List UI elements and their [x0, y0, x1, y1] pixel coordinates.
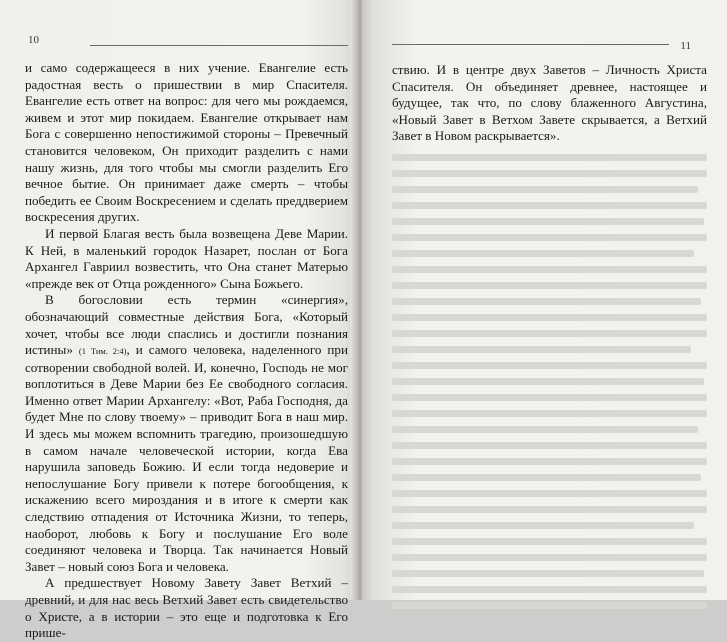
illegible-line [392, 474, 701, 481]
illegible-line [392, 506, 707, 513]
illegible-line [392, 362, 707, 369]
illegible-line [392, 394, 707, 401]
illegible-line [392, 378, 704, 385]
illegible-line [392, 234, 707, 241]
paragraph-old-testament: А предшествует Новому Завету Завет Ветхий – древний, и для нас весь Ветхий Завет есть свидетельство о Христе, а в истории – это еще и подготовка к Его прише- [25, 575, 348, 641]
illegible-line [392, 410, 707, 417]
illegible-line [392, 282, 707, 289]
illegible-line [392, 314, 707, 321]
illegible-line [392, 426, 698, 433]
illegible-line [392, 298, 701, 305]
illegible-line [392, 266, 707, 273]
illegible-line [392, 186, 698, 193]
illegible-line [392, 170, 707, 177]
illegible-line [392, 458, 707, 465]
illegible-line [392, 218, 704, 225]
illegible-line [392, 538, 707, 545]
illegible-line [392, 490, 707, 497]
illegible-line [392, 330, 707, 337]
illegible-line [392, 154, 707, 161]
illegible-line [392, 602, 707, 609]
paragraph-gospel: и само содержащееся в них учение. Евангелие есть радостная весть о пришествии в мир Спасителя. Евангелие есть ответ на вопрос: для чего мы рождаемся, живем и этот мир покидаем. Евангелие открывает нам Бога с совершенно непостижимой стороны – Превечный становится человеком, Он приходит разделить с нами нашу жизнь, для того чтобы мы смогли разделить Его вечное бытие. Он принимает даже смерть – чтобы победить ее Своим Воскресением и сделать преддверием воскресения других. [25, 60, 348, 225]
synergy-text-before: В богословии есть термин «синергия», обозначающий совместные действия Бога, «Который хочет, чтобы все люди спаслись и достигли познания истины» [25, 292, 348, 358]
left-page [0, 0, 356, 641]
illegible-line [392, 586, 707, 593]
illegible-line [392, 442, 707, 449]
illegible-line [392, 202, 707, 209]
right-page [362, 0, 727, 600]
illegible-line [392, 250, 694, 257]
paragraph-two-testaments: ствию. И в центре двух Заветов – Личность Христа Спасителя. Он объединяет древнее, настоящее и будущее, так что, по слову блаженного Августина, «Новый Завет в Ветхом Завете скрывается, а Ветхий Завет в Новом раскрывается». [392, 62, 707, 144]
page-number-right: 11 [680, 40, 691, 52]
illegible-line [392, 570, 704, 577]
scripture-reference: (1 Тим. 2:4) [78, 346, 127, 357]
header-rule-left [90, 45, 348, 46]
page-number-left: 10 [28, 34, 39, 46]
header-rule-right [392, 44, 669, 45]
synergy-text-after: , и самого человека, наделенного при сотворении свободной волей. И, конечно, Господь не мог воплотиться в Деве Марии без Ее свободного согласия. Именно ответ Марии Архангелу: «Вот, Раба Господня, да будет Мне по слову твоему» – приводит Бога в наш мир. И здесь мы можем вспомнить трагедию, произошедшую в самом начале человеческой истории, когда Ева нарушила заповедь Божию. И если тогда недоверие и непослушание Богу привели к потере богообщения, к искажению всего мироздания и в итоге к смерти как следствию отпадения от Источника Жизни, то теперь, наоборот, любовь к Богу и послушание Его воле соединяют человека и Творца. Так начинается Новый Завет – новый союз Бога и человека. [25, 342, 348, 574]
illegible-line [392, 554, 707, 561]
paragraph-annunciation: И первой Благая весть была возвещена Деве Марии. К Ней, в маленький городок Назарет, послан от Бога Архангел Гавриил возвестить, что Она станет Матерью «прежде век от Отца рожденного» Сына Божьего. [25, 225, 348, 291]
illegible-line [392, 522, 694, 529]
illegible-line [392, 346, 691, 353]
paragraph-synergy [25, 292, 348, 575]
